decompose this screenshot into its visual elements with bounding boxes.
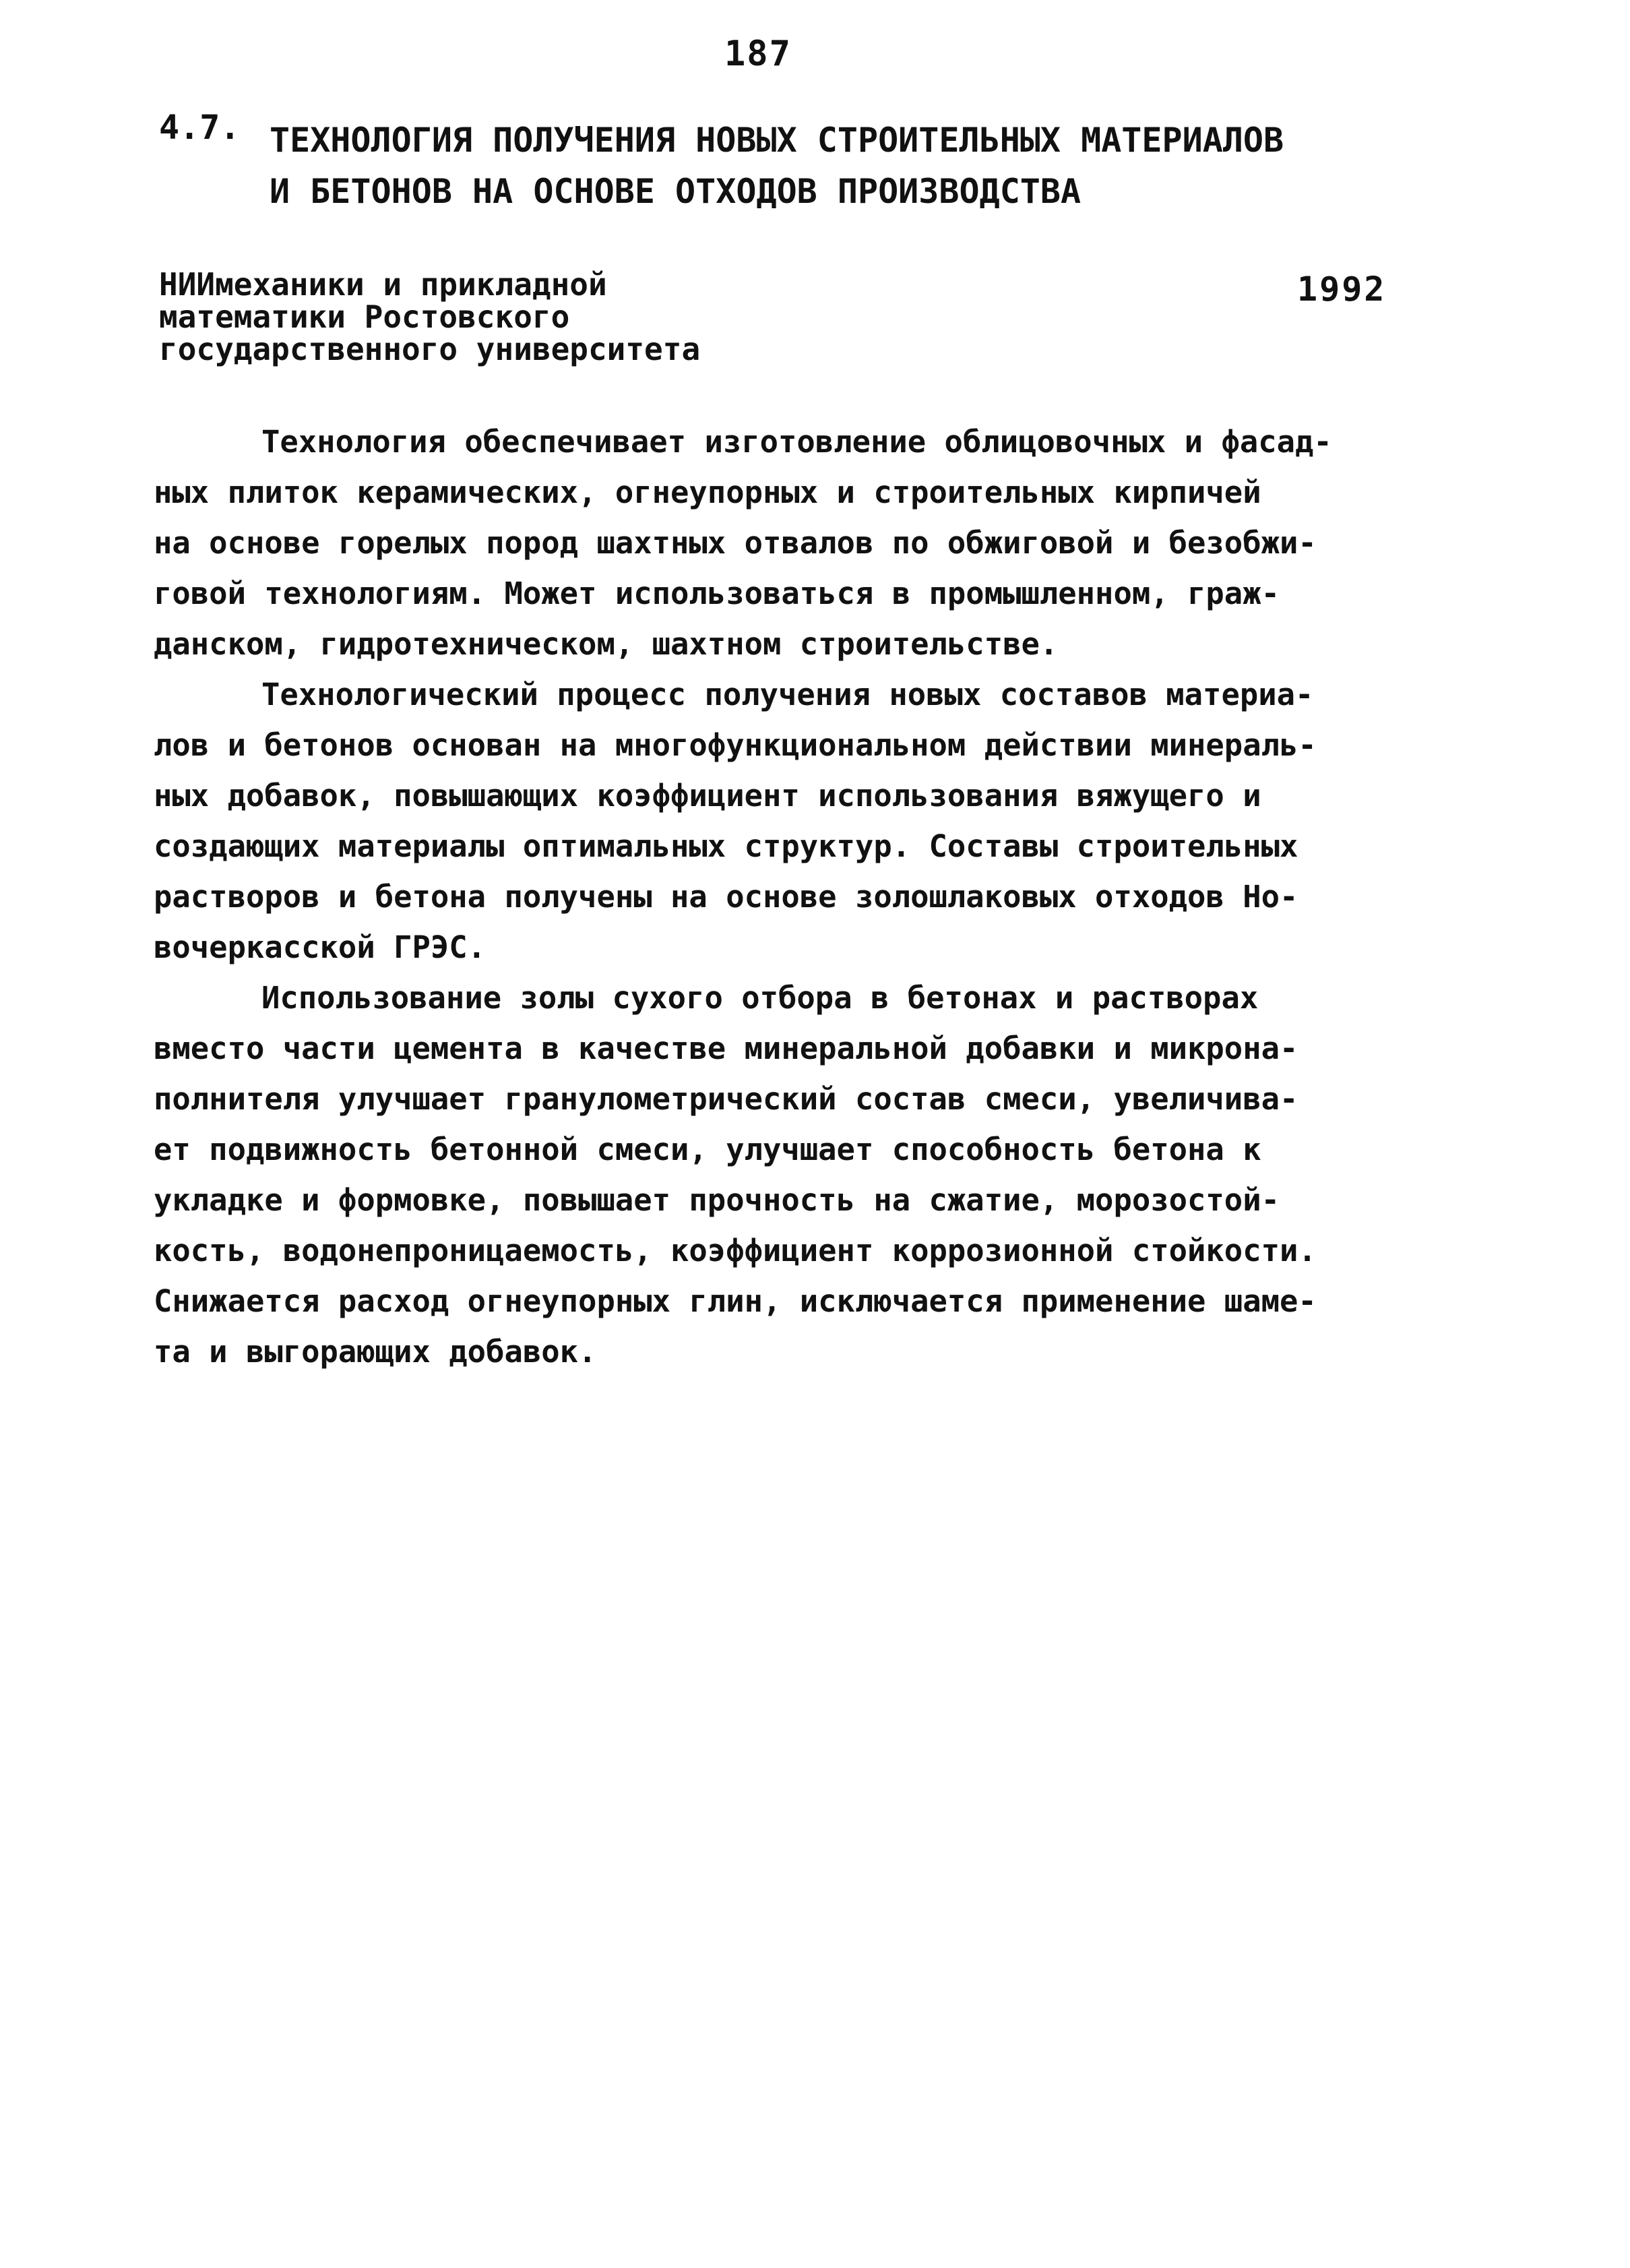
paragraph-line: ет подвижность бетонной смеси, улучшает способность бетона к xyxy=(154,1132,1261,1167)
paragraph-line: на основе горелых пород шахтных отвалов по обжиговой и безобжи- xyxy=(154,525,1317,561)
institution-line: НИИмеханики и прикладной xyxy=(159,266,607,303)
page-number: 187 xyxy=(724,34,792,74)
paragraph-line: создающих материалы оптимальных структур. Составы строительных xyxy=(154,828,1298,864)
paragraph-line: та и выгорающих добавок. xyxy=(154,1334,597,1370)
paragraph-line: ных добавок, повышающих коэффициент использования вяжущего и xyxy=(154,778,1261,814)
paragraph-line: лов и бетонов основан на многофункциональном действии минераль- xyxy=(154,727,1317,763)
section-title-line: ТЕХНОЛОГИЯ ПОЛУЧЕНИЯ НОВЫХ СТРОИТЕЛЬНЫХ МАТЕРИАЛОВ xyxy=(270,121,1284,160)
paragraph-line: Снижается расход огнеупорных глин, исключается применение шаме- xyxy=(154,1283,1317,1319)
institution-line: государственного университета xyxy=(159,331,701,367)
paragraph-line: укладке и формовке, повышает прочность на сжатие, морозостой- xyxy=(154,1182,1280,1218)
paragraph-line: Использование золы сухого отбора в бетонах и растворах xyxy=(261,980,1259,1016)
paragraph-line: кость, водонепроницаемость, коэффициент коррозионной стойкости. xyxy=(154,1233,1317,1268)
institution xyxy=(159,268,700,365)
paragraph-line: полнителя улучшает гранулометрический состав смеси, увеличива- xyxy=(154,1081,1298,1117)
body-text xyxy=(154,417,1535,1377)
paragraph-line: Технология обеспечивает изготовление облицовочных и фасад- xyxy=(261,424,1332,460)
institution-line: математики Ростовского xyxy=(159,299,570,335)
section-number: 4.7. xyxy=(159,108,241,147)
paragraph-line: вочеркасской ГРЭС. xyxy=(154,929,487,965)
paragraph-line: ных плиток керамических, огнеупорных и строительных кирпичей xyxy=(154,474,1261,510)
section-title xyxy=(270,115,1284,217)
section-title-line: И БЕТОНОВ НА ОСНОВЕ ОТХОДОВ ПРОИЗВОДСТВА xyxy=(270,172,1082,211)
paragraph-line: Технологический процесс получения новых составов материа- xyxy=(261,677,1314,712)
paragraph-line: растворов и бетона получены на основе золошлаковых отходов Но- xyxy=(154,879,1298,915)
paragraph-line: говой технологиям. Может использоваться в промышленном, граж- xyxy=(154,576,1280,611)
year: 1992 xyxy=(1297,270,1387,309)
paragraph-line: данском, гидротехническом, шахтном строительстве. xyxy=(154,626,1059,662)
paragraph-line: вместо части цемента в качестве минеральной добавки и микрона- xyxy=(154,1031,1298,1066)
